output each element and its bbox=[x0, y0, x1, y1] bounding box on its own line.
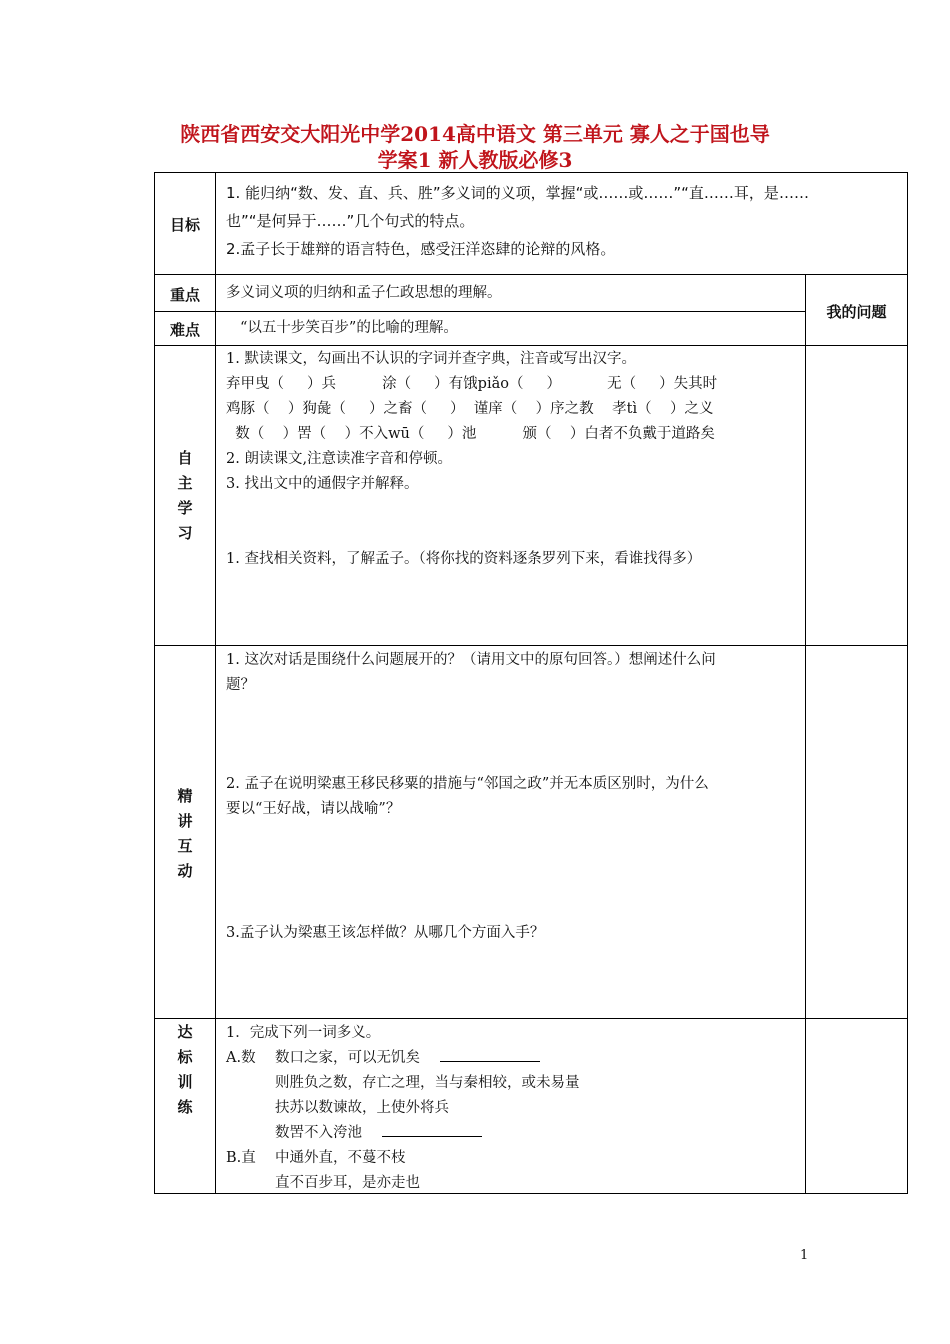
practice-a-2: 则胜负之数，存亡之理，当与秦相较，或未易量 bbox=[275, 1075, 580, 1091]
practice-intro: 1．完成下列一词多义。 bbox=[226, 1025, 381, 1041]
page-number: 1 bbox=[800, 1248, 809, 1263]
self-study-question-3: 3. 找出文中的通假字并解释。 bbox=[226, 476, 419, 492]
table-rule bbox=[154, 274, 908, 275]
self-study-row-3: 数（ ）罟（ ）不入wū（ ）池 颁（ ）白者不负戴于道路矣 bbox=[226, 426, 715, 442]
goal-line-1: 1. 能归纳“数、发、直、兵、胜”多义词的义项，掌握“或……或……”“直……耳，是…… bbox=[226, 184, 809, 202]
header-char: 达 bbox=[177, 1023, 193, 1041]
key-point-text: 多义词义项的归纳和孟子仁政思想的理解。 bbox=[226, 285, 502, 301]
header-char: 标 bbox=[177, 1048, 193, 1066]
self-study-question-1: 1. 默读课文，勾画出不认识的字词并查字典，注音或写出汉字。 bbox=[226, 351, 636, 367]
interactive-question-3: 3.孟子认为梁惠王该怎样做？从哪几个方面入手？ bbox=[226, 925, 545, 941]
header-char: 习 bbox=[177, 524, 193, 542]
practice-b-1: 中通外直，不蔓不枝 bbox=[275, 1150, 406, 1166]
header-char: 练 bbox=[177, 1098, 193, 1116]
table-border-top bbox=[154, 172, 908, 173]
answer-blank[interactable] bbox=[382, 1122, 482, 1137]
header-char: 互 bbox=[177, 837, 193, 855]
table-rule bbox=[154, 345, 908, 346]
table-border-bottom bbox=[154, 1193, 908, 1194]
header-char: 讲 bbox=[177, 812, 193, 830]
title-line-2: 学案1 新人教版必修3 bbox=[377, 148, 573, 172]
interactive-question-1-cont: 题？ bbox=[226, 677, 255, 693]
key-point-header: 重点 bbox=[169, 286, 200, 304]
header-char: 动 bbox=[177, 862, 193, 880]
table-rule bbox=[154, 311, 805, 312]
practice-a-3: 扶苏以数谏故，上使外将兵 bbox=[275, 1100, 449, 1116]
title-line-1: 陕西省西安交大阳光中学2014高中语文 第三单元 寡人之于国也导 bbox=[180, 122, 770, 146]
table-col-divider bbox=[215, 172, 216, 1194]
practice-a-4 bbox=[275, 1121, 482, 1146]
interactive-question-2-cont: 要以“王好战，请以战喻”？ bbox=[226, 801, 401, 817]
difficulty-text: “以五十步笑百步”的比喻的理解。 bbox=[240, 320, 458, 336]
practice-a-4-text: 数罟不入洿池 bbox=[275, 1125, 362, 1141]
practice-a-1 bbox=[275, 1046, 540, 1071]
self-study-question-2: 2. 朗读课文,注意读准字音和停顿。 bbox=[226, 451, 453, 467]
header-char: 主 bbox=[177, 474, 193, 492]
answer-blank[interactable] bbox=[440, 1047, 540, 1062]
goal-line-2: 也”“是何异于……”几个句式的特点。 bbox=[226, 212, 475, 230]
table-rule bbox=[154, 1018, 908, 1019]
self-study-header bbox=[170, 446, 200, 546]
practice-b-2: 直不百步耳，是亦走也 bbox=[275, 1175, 420, 1191]
practice-a-label: A.数 bbox=[226, 1050, 256, 1066]
table-rule bbox=[154, 645, 908, 646]
self-study-row-2: 鸡豚（ ）狗彘（ ）之畜（ ） 谨庠（ ）序之教 孝tì（ ）之义 bbox=[226, 401, 714, 417]
interactive-header bbox=[170, 784, 200, 884]
header-char: 学 bbox=[177, 499, 193, 517]
goal-line-3: 2.孟子长于雄辩的语言特色，感受汪洋恣肆的论辩的风格。 bbox=[226, 240, 616, 258]
practice-header bbox=[170, 1020, 200, 1120]
difficulty-header: 难点 bbox=[169, 321, 200, 339]
self-study-question-4: 1. 查找相关资料，了解孟子。（将你找的资料逐条罗列下来，看谁找得多） bbox=[226, 551, 702, 567]
my-questions-header: 我的问题 bbox=[826, 303, 887, 321]
header-char: 训 bbox=[177, 1073, 193, 1091]
header-char: 精 bbox=[177, 787, 193, 805]
table-border-right bbox=[907, 172, 908, 1194]
table-col-divider bbox=[805, 274, 806, 1194]
self-study-row-1: 弃甲曳（ ）兵 涂（ ）有饿piǎo（ ） 无（ ）失其时 bbox=[226, 376, 718, 392]
practice-a-1-text: 数口之家，可以无饥矣 bbox=[275, 1050, 420, 1066]
practice-b-label: B.直 bbox=[226, 1150, 256, 1166]
header-char: 自 bbox=[177, 449, 193, 467]
interactive-question-1: 1. 这次对话是围绕什么问题展开的？（请用文中的原句回答。）想阐述什么问 bbox=[226, 652, 716, 668]
interactive-question-2: 2. 孟子在说明梁惠王移民移粟的措施与“邻国之政”并无本质区别时，为什么 bbox=[226, 776, 709, 792]
goal-header: 目标 bbox=[169, 216, 200, 234]
